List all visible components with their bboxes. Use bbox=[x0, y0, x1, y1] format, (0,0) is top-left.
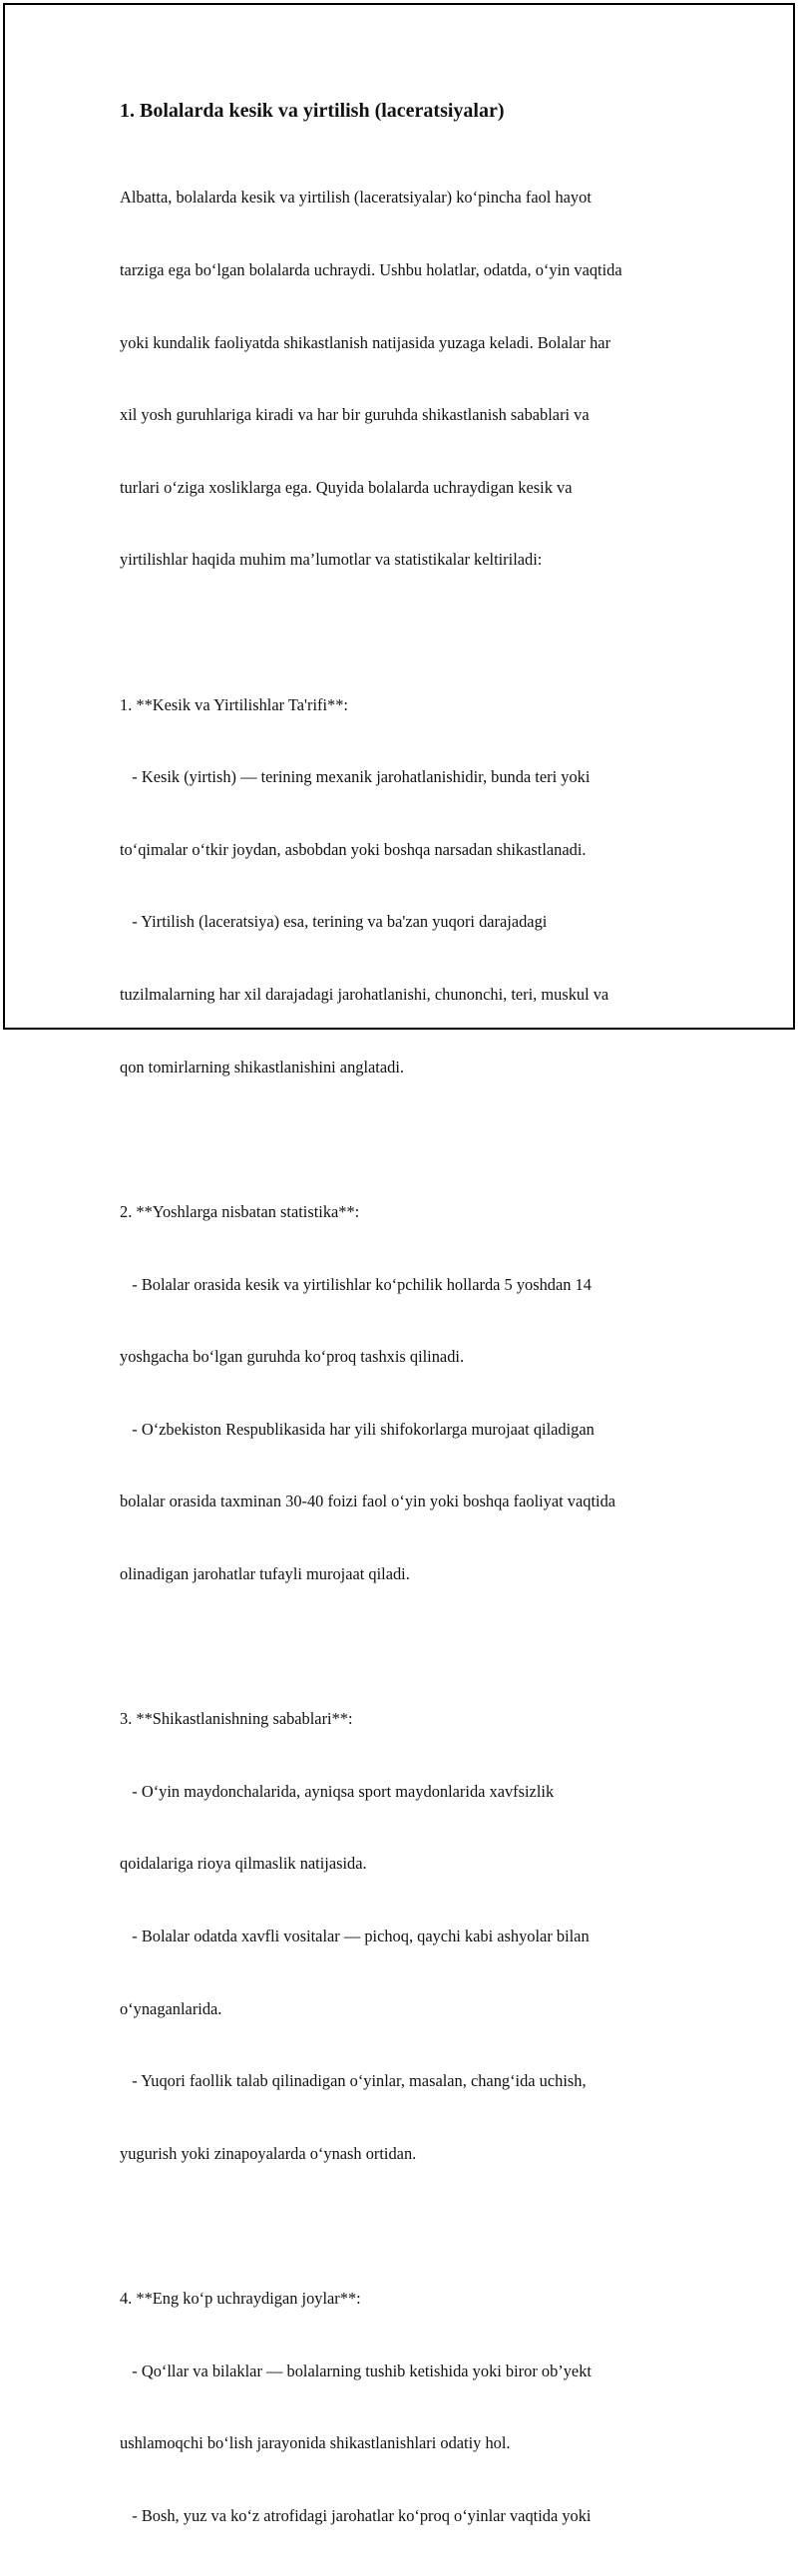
section-line: - Bosh, yuz va ko‘z atrofidagi jarohatlar ko‘proq o‘yinlar vaqtida yoki bbox=[120, 2505, 592, 2525]
document-body bbox=[120, 98, 703, 2576]
section-line: yoshgacha bo‘lgan guruhda ko‘proq tashxis qilinadi. bbox=[120, 1347, 465, 1367]
intro-line: xil yosh guruhlariga kiradi va har bir guruhda shikastlanish sabablari va bbox=[120, 405, 590, 425]
section-line: 1. **Kesik va Yirtilishlar Ta'rifi**: bbox=[120, 694, 348, 714]
section-statistics bbox=[120, 1152, 703, 1635]
section-line: o‘ynaganlarida. bbox=[120, 1998, 222, 2018]
section-line: 3. **Shikastlanishning sabablari**: bbox=[120, 1709, 353, 1729]
section-line: olinadigan jarohatlar tufayli murojaat qiladi. bbox=[120, 1563, 410, 1583]
section-line: 4. **Eng ko‘p uchraydigan joylar**: bbox=[120, 2289, 361, 2309]
section-line: - Yuqori faollik talab qilinadigan o‘yinlar, masalan, chang‘ida uchish, bbox=[120, 2071, 587, 2091]
section-line: - Yirtilish (laceratsiya) esa, terining va ba'zan yuqori darajadagi bbox=[120, 912, 548, 932]
section-causes bbox=[120, 1659, 703, 2215]
section-line: to‘qimalar o‘tkir joydan, asbobdan yoki boshqa narsadan shikastlanadi. bbox=[120, 839, 587, 859]
section-definitions bbox=[120, 644, 703, 1127]
section-line: ushlamoqchi bo‘lish jarayonida shikastlanishlari odatiy hol. bbox=[120, 2433, 511, 2453]
document-title: 1. Bolalarda kesik va yirtilish (laceratsiyalar) bbox=[120, 100, 505, 122]
section-line: - Bolalar odatda xavfli vositalar — pichoq, qaychi kabi ashyolar bilan bbox=[120, 1926, 590, 1945]
intro-line: yirtilishlar haqida muhim ma’lumotlar va statistikalar keltiriladi: bbox=[120, 550, 543, 570]
intro-line: turlari o‘ziga xosliklarga ega. Quyida bolalarda uchraydigan kesik va bbox=[120, 477, 573, 497]
intro-paragraph bbox=[120, 138, 703, 621]
section-locations bbox=[120, 2239, 703, 2576]
section-line: qoidalariga rioya qilmaslik natijasida. bbox=[120, 1854, 367, 1874]
section-line: bolalar orasida taxminan 30-40 foizi faol o‘yin yoki boshqa faoliyat vaqtida bbox=[120, 1492, 616, 1511]
section-line: tuzilmalarning har xil darajadagi jarohatlanishi, chunonchi, teri, muskul va bbox=[120, 985, 609, 1005]
section-line: 2. **Yoshlarga nisbatan statistika**: bbox=[120, 1201, 360, 1221]
page-frame bbox=[3, 3, 795, 2525]
section-line: qon tomirlarning shikastlanishini anglatadi. bbox=[120, 1057, 404, 1076]
section-line: - Qo‘llar va bilaklar — bolalarning tushib ketishida yoki biror ob’yekt bbox=[120, 2361, 592, 2380]
section-line: - Bolalar orasida kesik va yirtilishlar ko‘pchilik hollarda 5 yoshdan 14 bbox=[120, 1274, 592, 1294]
intro-line: Albatta, bolalarda kesik va yirtilish (laceratsiyalar) ko‘pincha faol hayot bbox=[120, 188, 592, 208]
section-line: - O‘yin maydonchalarida, ayniqsa sport maydonlarida xavfsizlik bbox=[120, 1781, 555, 1801]
section-line: - O‘zbekiston Respublikasida har yili shifokorlarga murojaat qiladigan bbox=[120, 1419, 595, 1439]
intro-line: yoki kundalik faoliyatda shikastlanish natijasida yuzaga keladi. Bolalar har bbox=[120, 332, 611, 352]
section-line: - Kesik (yirtish) — terining mexanik jarohatlanishidir, bunda teri yoki bbox=[120, 767, 591, 787]
intro-line: tarziga ega bo‘lgan bolalarda uchraydi. Ushbu holatlar, odatda, o‘yin vaqtida bbox=[120, 260, 622, 280]
section-line: yugurish yoki zinapoyalarda o‘ynash ortidan. bbox=[120, 2143, 417, 2163]
